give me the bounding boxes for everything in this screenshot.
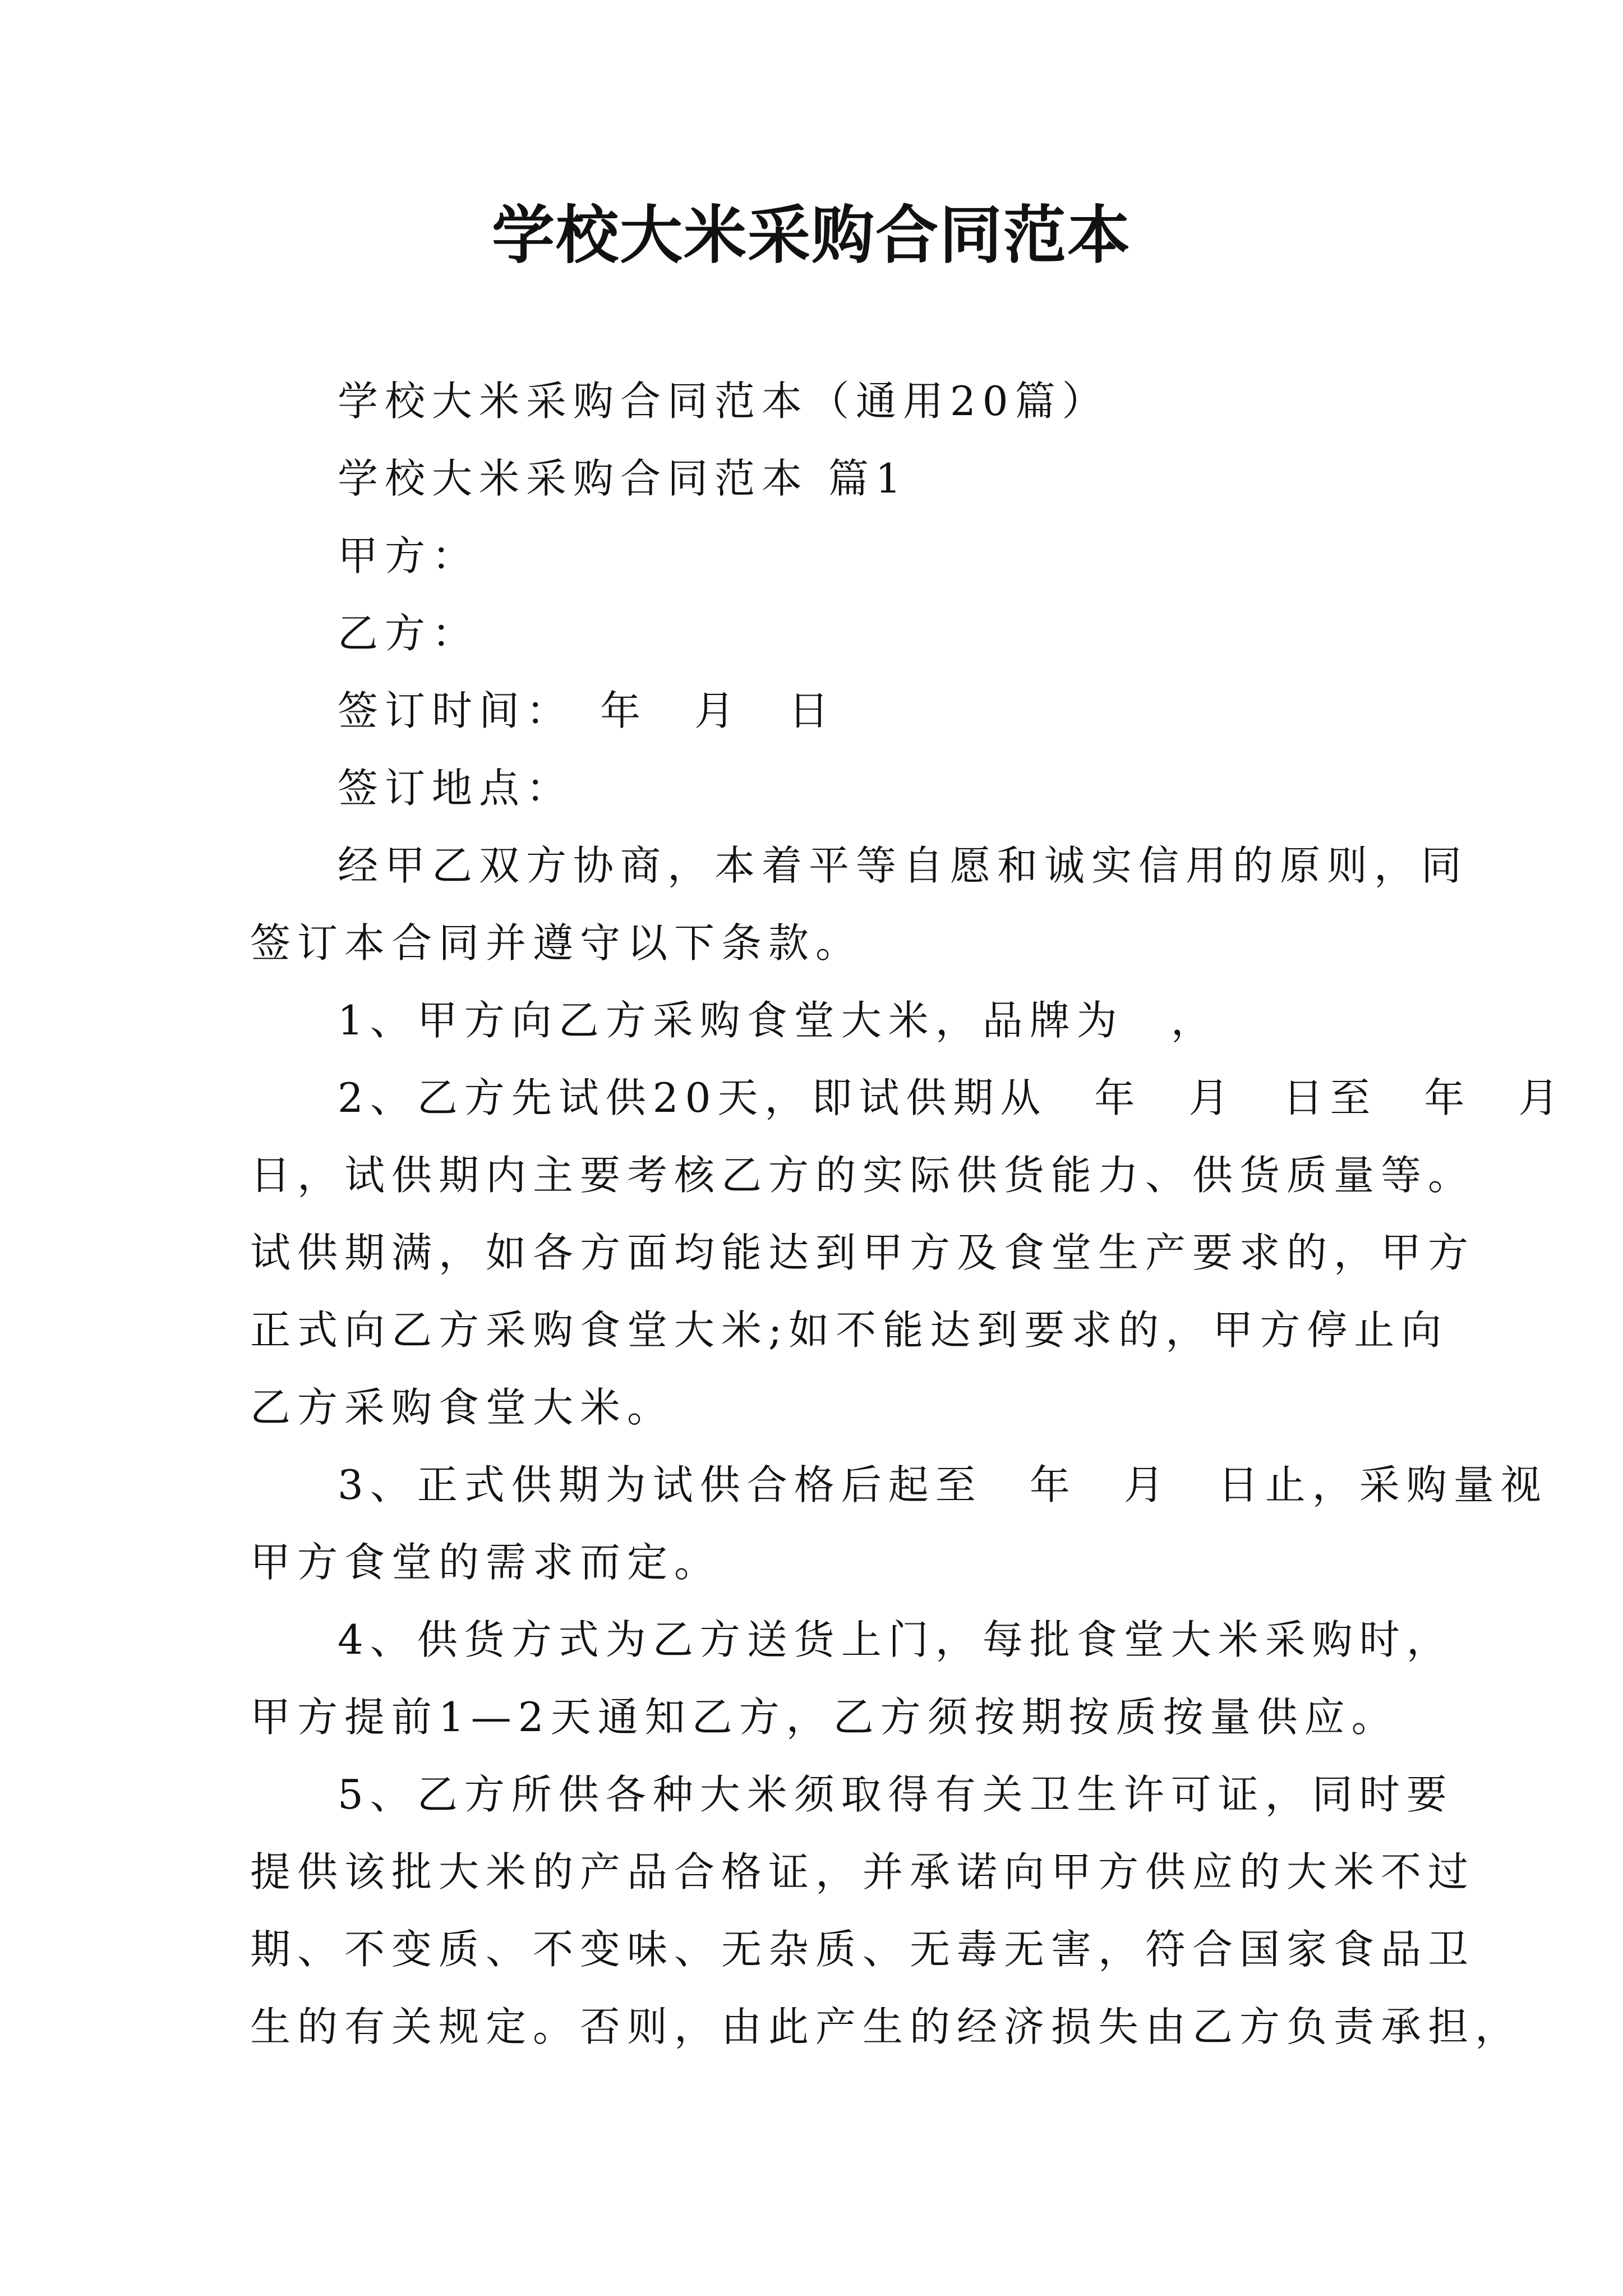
section-heading: 学校大米采购合同范本 篇1: [338, 455, 908, 502]
signing-date-label: 签订时间： 年 月 日: [338, 687, 836, 734]
clause-4: 4、供货方式为乙方送货上门，每批食堂大米采购时，: [338, 1616, 1454, 1663]
paragraph-line: 生的有关规定。否则，由此产生的经济损失由乙方负责承担，: [250, 2003, 1523, 2050]
paragraph-line: 提供该批大米的产品合格证，并承诺向甲方供应的大米不过: [250, 1848, 1476, 1895]
subtitle-line: 学校大米采购合同范本（通用20篇）: [338, 378, 1109, 425]
paragraph-line: 经甲乙双方协商，本着平等自愿和诚实信用的原则，同: [338, 842, 1469, 889]
signing-place-label: 签订地点：: [338, 765, 574, 812]
clause-2: 2、乙方先试供20天，即试供期从 年 月 日至 年 月: [338, 1074, 1566, 1121]
party-b-label: 乙方：: [338, 610, 479, 657]
paragraph-line: 试供期满，如各方面均能达到甲方及食堂生产要求的，甲方: [250, 1229, 1476, 1276]
paragraph-line: 乙方采购食堂大米。: [250, 1384, 675, 1431]
paragraph-line: 签订本合同并遵守以下条款。: [250, 919, 863, 967]
clause-3: 3、正式供期为试供合格后起至 年 月 日止，采购量视: [338, 1461, 1548, 1508]
paragraph-line: 日，试供期内主要考核乙方的实际供货能力、供货质量等。: [250, 1152, 1476, 1199]
paragraph-line: 期、不变质、不变味、无杂质、无毒无害，符合国家食品卫: [250, 1926, 1476, 1973]
clause-5: 5、乙方所供各种大米须取得有关卫生许可证，同时要: [338, 1771, 1454, 1818]
party-a-label: 甲方：: [338, 532, 479, 579]
clause-1: 1、甲方向乙方采购食堂大米，品牌为 ，: [338, 997, 1218, 1044]
paragraph-line: 甲方食堂的需求而定。: [250, 1539, 722, 1586]
paragraph-line: 正式向乙方采购食堂大米;如不能达到要求的，甲方停止向: [250, 1306, 1449, 1354]
paragraph-line: 甲方提前1—2天通知乙方，乙方须按期按质按量供应。: [250, 1694, 1399, 1741]
document-title: 学校大米采购合同范本: [492, 199, 1131, 272]
